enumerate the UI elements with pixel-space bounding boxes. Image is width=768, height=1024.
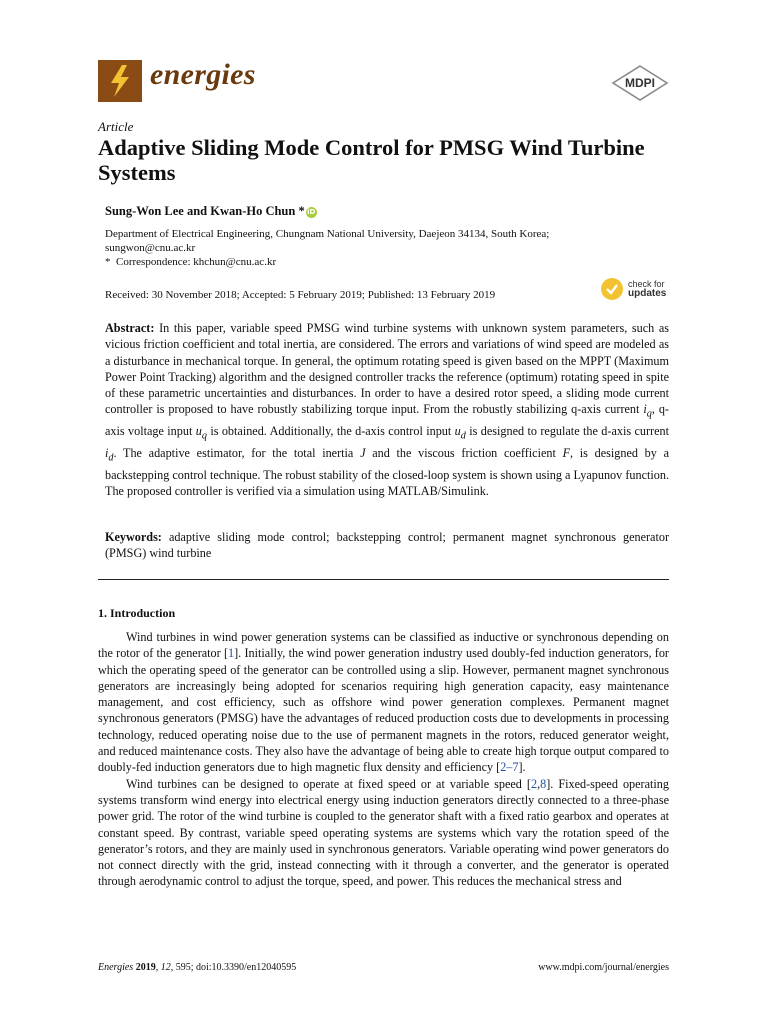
mdpi-logo[interactable] (611, 65, 669, 101)
abstract-text: and the viscous friction coefficient (365, 445, 563, 460)
footer-url[interactable]: www.mdpi.com/journal/energies (538, 962, 669, 973)
abstract-text: is obtained. Additionally, the d-axis control input (206, 424, 455, 439)
citation-link[interactable]: 2 (530, 776, 538, 791)
mdpi-logo-text: MDPI (625, 76, 655, 90)
math-id-sub: d (108, 452, 114, 464)
abstract-text: , q-axis voltage input (105, 402, 669, 439)
check-updates-line2: updates (628, 288, 667, 299)
affiliation-block (105, 227, 665, 269)
correspondence-text: Correspondence: khchun@cnu.ac.kr (116, 256, 277, 268)
math-ud: u (454, 424, 461, 439)
abstract-label: Abstract: (105, 321, 155, 335)
footer-doi[interactable]: , 595; doi:10.3390/en12040595 (170, 962, 297, 973)
paragraph-text: ]. Fixed-speed operating systems transform wind energy into electrical energy using induction generators directly connected to a three-phase power grid. The rotor of the wind turbine is coupled to the generator shaft with a fixed ratio gearbox and operates at constant speed. By contrast, variable speed operating systems are systems which vary the rotation speed of the generator’s rotors, and they are mainly used in synchronous generators. Variable operating wind power generators do not connect directly with the grid, instead connecting with it through a converter, and the generator is operated through aerodynamic control to adjust the torque, speed, and power. This reduces the mechanical stress and (98, 776, 669, 889)
footer-journal: Energies (98, 962, 134, 973)
math-iq-sub: q (646, 408, 652, 420)
math-uq: u (195, 424, 202, 439)
paragraph (98, 776, 669, 890)
affiliation-email: sungwon@cnu.ac.kr (105, 242, 196, 254)
paragraph-text: Wind turbines can be designed to operate at fixed speed or at variable speed [ (126, 776, 531, 791)
footer-volume: 12 (160, 962, 171, 973)
paragraph-text: Wind turbines in wind power generation systems can be classified as inductive or synchronous depending on the rotor of the generator [ (98, 630, 669, 661)
citation-separator: , (537, 776, 541, 791)
paragraph (98, 629, 669, 776)
abstract-text: In this paper, variable speed PMSG wind turbine systems with unknown system parameters, such as vicious friction coefficient and total inertia, are considered. The errors and variations of wind speed are modeled as a disturbance in mechanical torque. In general, the optimum rotating speed is given based on the MPPT (Maximum Power Point Tracking) algorithm and the designed controller tracks the reference (optimum) rotating speed in spite of these parametric uncertainties and disturbances. In order to have a desired rotor speed, a sliding mode current controller is proposed to have robustly stabilizing torque input. From the robustly stabilizing q-axis current (105, 321, 670, 417)
correspondence (105, 255, 665, 269)
math-iq: i (643, 402, 647, 417)
paragraph-text: ]. Initially, the wind power generation industry used doubly-fed induction generators, for which the operating speed of the generator can be controlled using a slip. However, permanent magnet synchronous generators are increasingly being adopted for scenarios requiring high generation capacity, easy maintenance management, and cost efficiency, such as offshore wind power generation complexes. Permanent magnet synchronous generators (PMSG) have the advantages of reduced production costs due to developments in processing technology, reduced operating noise due to the use of permanent magnets in the rotors, reduced generator weight, and reduced maintenance costs. They also have the advantage of being able to create high torque output compared to doubly-fed induction generators due to high magnetic flux density and efficiency [ (98, 646, 669, 775)
keywords-text: adaptive sliding mode control; backstepping control; permanent magnet synchronous generator (PMSG) wind turbine (105, 530, 670, 561)
introduction-body (98, 629, 669, 890)
footer-year: 2019 (135, 962, 156, 973)
keywords-label: Keywords: (105, 530, 162, 544)
publication-dates: Received: 30 November 2018; Accepted: 5 February 2019; Published: 13 February 2019 (105, 289, 496, 301)
keywords (105, 529, 669, 562)
math-J: J (360, 445, 366, 460)
paragraph-text: ]. (518, 760, 526, 775)
affiliation-line: Department of Electrical Engineering, Chungnam National University, Daejeon 34134, South Korea; (105, 228, 550, 240)
check-for-updates-badge[interactable] (601, 278, 676, 304)
check-updates-icon (601, 278, 623, 300)
orcid-icon[interactable]: iD (307, 208, 316, 216)
abstract-text: , is designed by a backstepping control technique. The robust stability of the closed-loop system is shown using a Lyapunov function. The proposed controller is verified via a simulation using MATLAB/Simulink. (105, 445, 669, 498)
article-title: Adaptive Sliding Mode Control for PMSG Wind Turbine Systems (98, 135, 645, 185)
math-uq-sub: q (201, 430, 207, 442)
abstract-text: . The adaptive estimator, for the total inertia (113, 445, 361, 460)
correspondence-marker: * (105, 256, 111, 268)
author-list (105, 204, 317, 219)
citation-link[interactable]: 2–7 (500, 760, 519, 775)
section-divider (98, 579, 669, 580)
check-updates-line1: check for (628, 279, 665, 289)
article-type: Article (98, 119, 134, 134)
citation-link[interactable]: 1 (228, 646, 235, 661)
journal-logo-icon (98, 60, 142, 102)
abstract (105, 320, 669, 499)
math-F: F (562, 445, 571, 460)
author-names: Sung-Won Lee and Kwan-Ho Chun * (105, 204, 305, 218)
math-ud-sub: d (460, 430, 466, 442)
journal-name: energies (150, 58, 256, 91)
footer-citation: Energies 2019, 12, 595; doi:10.3390/en12040595 (98, 962, 297, 973)
abstract-text: is designed to regulate the d-axis current (465, 424, 669, 439)
citation-link[interactable]: 8 (540, 776, 547, 791)
math-id: i (105, 445, 109, 460)
section-heading: 1. Introduction (98, 606, 176, 620)
